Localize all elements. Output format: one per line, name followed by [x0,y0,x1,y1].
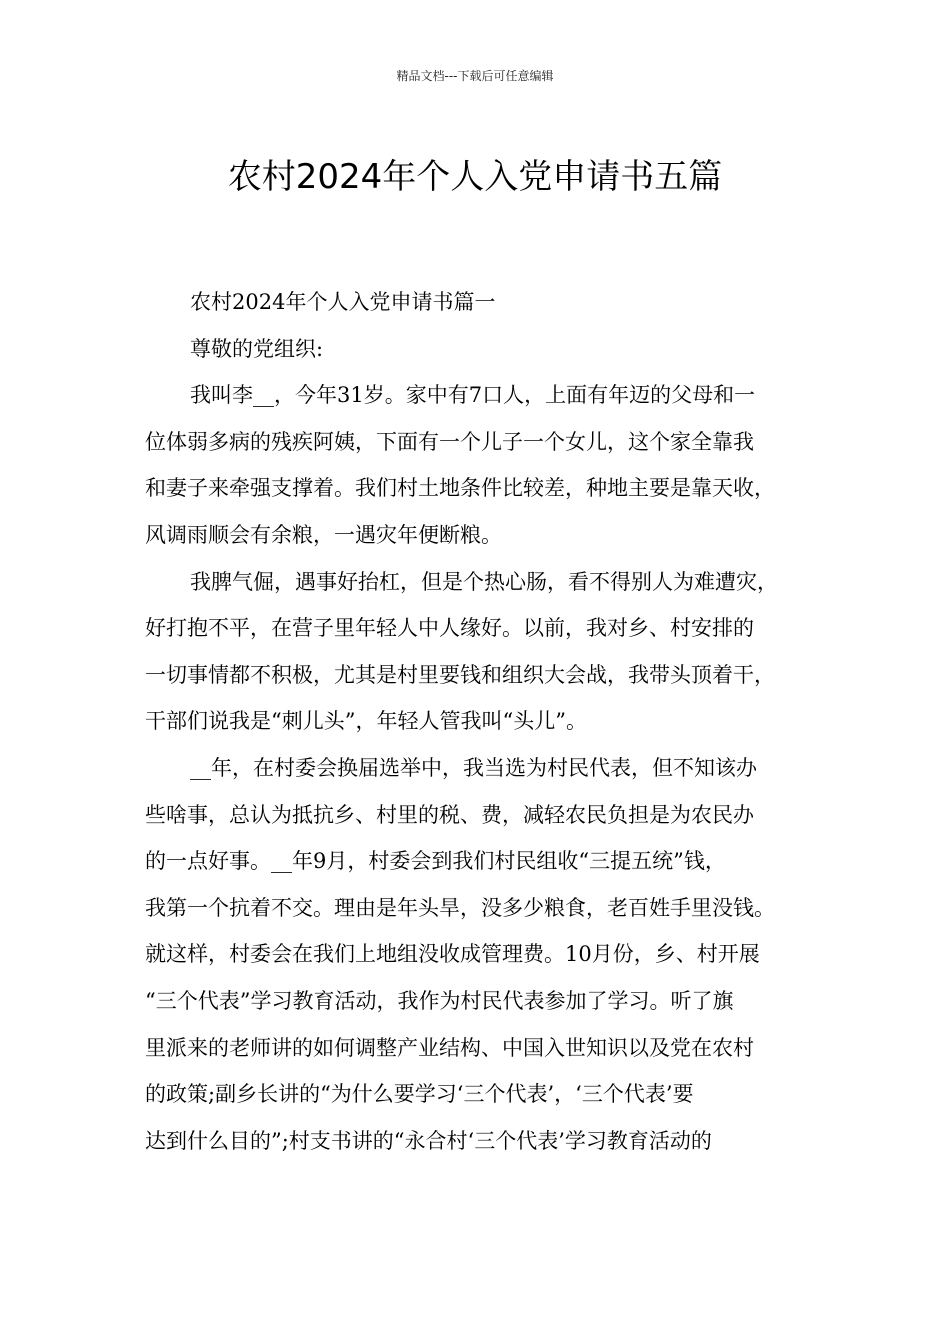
body-line: 一切事情都不积极，尤其是村里要钱和组织大会战，我带头顶着干， [145,662,775,687]
body-line: 风调雨顺会有余粮，一遇灾年便断粮。 [145,522,502,547]
body-line: 里派来的老师讲的如何调整产业结构、中国入世知识以及党在农村 [145,1035,754,1060]
body-line: 尊敬的党组织: [190,336,324,361]
body-line: __年，在村委会换届选举中，我当选为村民代表，但不知该办 [190,755,757,780]
body-line: 些啥事，总认为抵抗乡、村里的税、费，减轻农民负担是为农民办 [145,802,754,827]
document-title: 农村2024年个人入党申请书五篇 [227,156,723,197]
body-line: 我叫李__，今年31岁。家中有7口人，上面有年迈的父母和一 [190,383,756,408]
body-line: 我第一个抗着不交。理由是年头旱，没多少粮食，老百姓手里没钱。 [145,895,775,920]
body-line: 农村2024年个人入党申请书篇一 [190,290,496,314]
body-line: 的一点好事。__年9月，村委会到我们村民组收“三提五统”钱， [145,849,726,874]
body-line: 的政策;副乡长讲的“为什么要学习‘三个代表’，‘三个代表’要 [145,1082,694,1107]
body-line: 好打抱不平，在营子里年轻人中人缘好。以前，我对乡、村安排的 [145,616,754,641]
body-line: 干部们说我是“刺儿头”，年轻人管我叫“头儿”。 [145,709,587,734]
body-line: 和妻子来牵强支撑着。我们村土地条件比较差，种地主要是靠天收， [145,476,775,501]
body-line: “三个代表”学习教育活动，我作为村民代表参加了学习。听了旗 [145,988,734,1013]
body-line: 我脾气倔，遇事好抬杠，但是个热心肠，看不得别人为难遭灾， [190,569,778,594]
body-line: 达到什么目的”;村支书讲的“永合村‘三个代表’学习教育活动的 [145,1128,712,1153]
document-body [145,279,825,1164]
body-line: 位体弱多病的残疾阿姨，下面有一个儿子一个女儿，这个家全靠我 [145,429,754,454]
header-note: 精品文档---下载后可任意编辑 [396,69,554,83]
body-line: 就这样，村委会在我们上地组没收成管理费。10月份，乡、村开展 [145,942,760,967]
